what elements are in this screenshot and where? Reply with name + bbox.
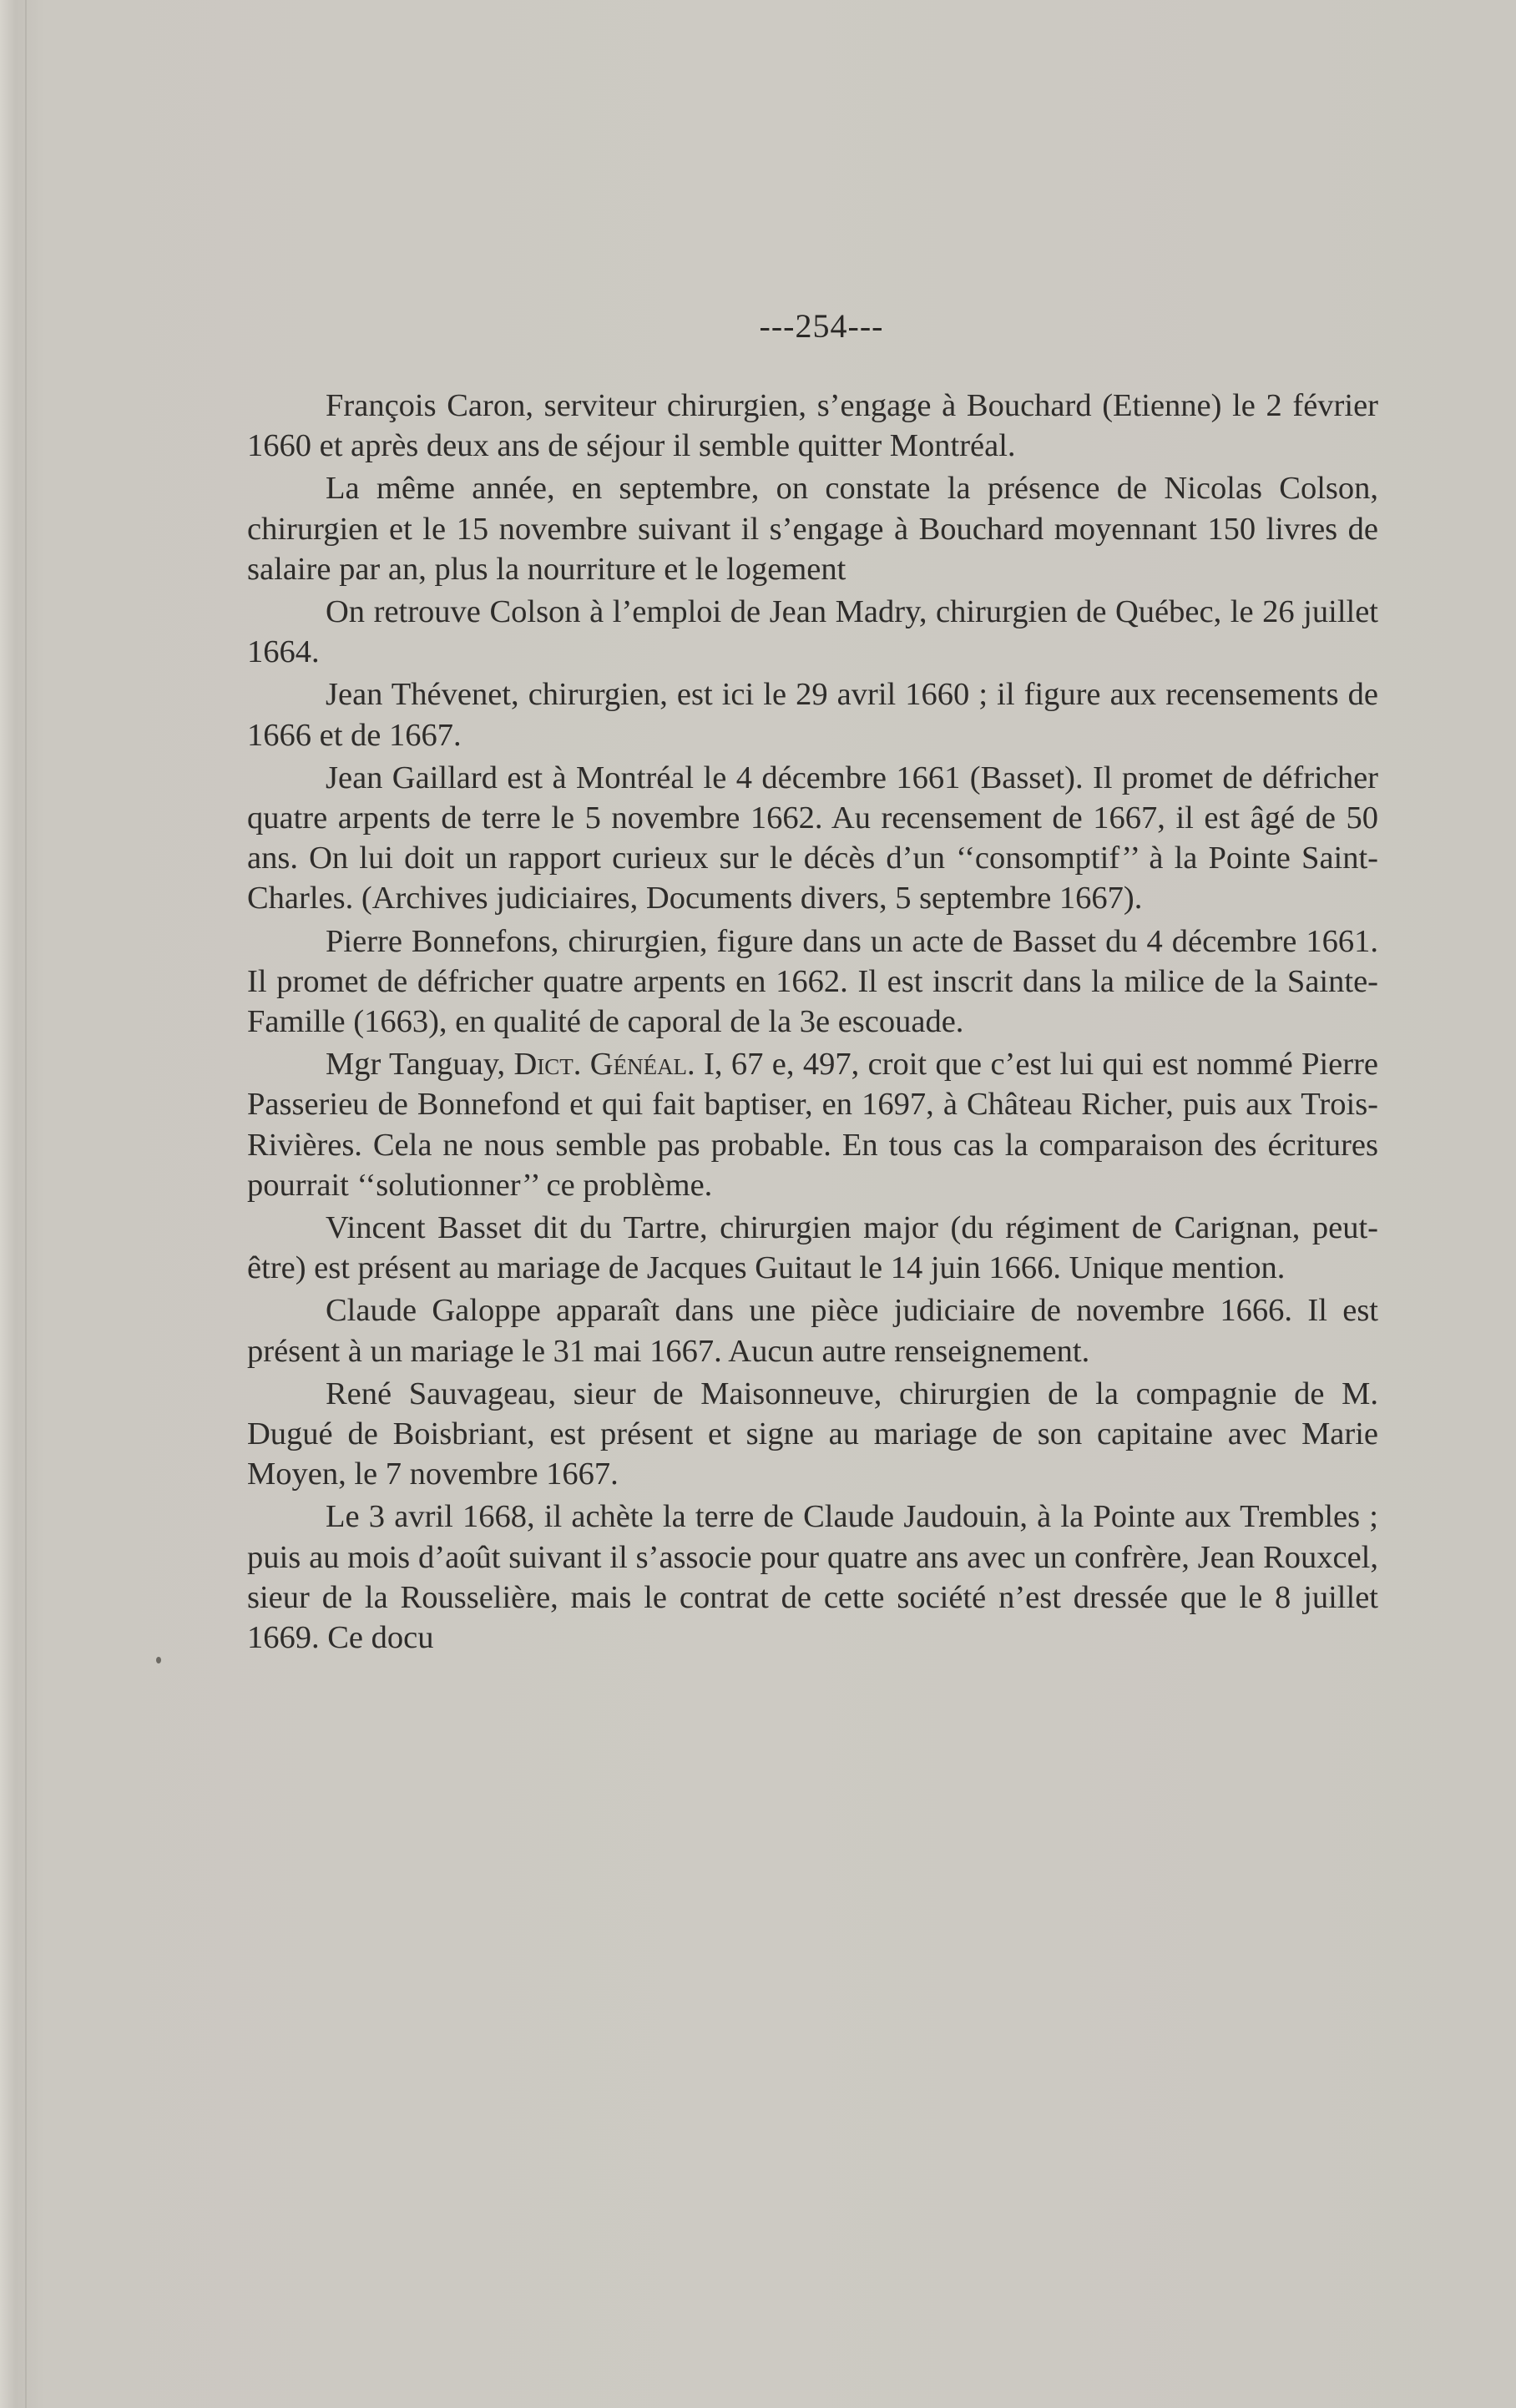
page-left-edge (0, 0, 38, 2408)
tanguay-rest: I, 67 e, 497, croit que c’est lui qui est nommé Pierre Passerieu de Bonnefond et qui fait baptiser, en 1697, à Château Richer, puis aux Trois-Rivières. Cela ne nous semble pas probable. En tous cas la comparaison des écritures pourrait ‘‘solutionner’’ ce problème. (247, 1047, 1378, 1203)
paragraph-terre-jaudouin: Le 3 avril 1668, il achète la terre de Claude Jaudouin, à la Pointe aux Trembles ; puis au mois d’août suivant il s’associe pour quatre ans avec un confrère, Jean Rouxcel, sieur de la Rousselière, mais le contrat de cette société n’est dressée que le 8 juillet 1669. Ce docu (247, 1499, 1378, 1656)
paragraph-claude-galoppe: Claude Galoppe apparaît dans une pièce judiciaire de novembre 1666. Il est présent à un mariage le 31 mai 1667. Aucun autre renseignement. (247, 1293, 1378, 1369)
paragraph-rene-sauvageau: René Sauvageau, sieur de Maisonneuve, chirurgien de la compagnie de M. Dugué de Boisbriant, est présent et signe au mariage de son capitaine avec Marie Moyen, le 7 novembre 1667. (247, 1376, 1378, 1492)
paragraph-jean-thevenet: Jean Thévenet, chirurgien, est ici le 29 avril 1660 ; il figure aux recensements de 1666 et de 1667. (247, 677, 1378, 753)
tanguay-intro: Mgr Tanguay, (326, 1047, 514, 1083)
dictionary-reference: Dict. Généal. (513, 1047, 695, 1083)
paragraph-jean-gaillard: Jean Gaillard est à Montréal le 4 décembre 1661 (Basset). Il promet de défricher quatre arpents de terre le 5 novembre 1662. Au recensement de 1667, il est âgé de 50 ans. On lui doit un rapport curieux sur le décès d’un ‘‘consomptif’’ à la Pointe Saint-Charles. (Archives judiciaires, Documents divers, 5 septembre 1667). (247, 760, 1378, 916)
paragraph-pierre-bonnefons: Pierre Bonnefons, chirurgien, figure dans un acte de Basset du 4 décembre 1661. Il promet de défricher quatre arpents en 1662. Il est inscrit dans la milice de la Sainte-Famille (1663), en qualité de caporal de la 3e escouade. (247, 923, 1378, 1040)
paragraph-colson-madry: On retrouve Colson à l’emploi de Jean Madry, chirurgien de Québec, le 26 juillet 1664. (247, 594, 1378, 670)
page-number: ---254--- (759, 307, 884, 345)
paragraph-tanguay (247, 1044, 1378, 1205)
paper-speck (156, 1657, 161, 1663)
body-text (247, 386, 1378, 1660)
paragraph-vincent-basset: Vincent Basset dit du Tartre, chirurgien major (du régiment de Carignan, peut-être) est présent au mariage de Jacques Guitaut le 14 juin 1666. Unique mention. (247, 1210, 1378, 1286)
binding-line (25, 0, 27, 2408)
paragraph-nicolas-colson: La même année, en septembre, on constate la présence de Nicolas Colson, chirurgien et le 15 novembre suivant il s’engage à Bouchard moyennant 150 livres de salaire par an, plus la nourriture et le logement (247, 471, 1378, 587)
paragraph-francois-caron: François Caron, serviteur chirurgien, s’engage à Bouchard (Etienne) le 2 février 1660 et après deux ans de séjour il semble quitter Montréal. (247, 388, 1378, 464)
